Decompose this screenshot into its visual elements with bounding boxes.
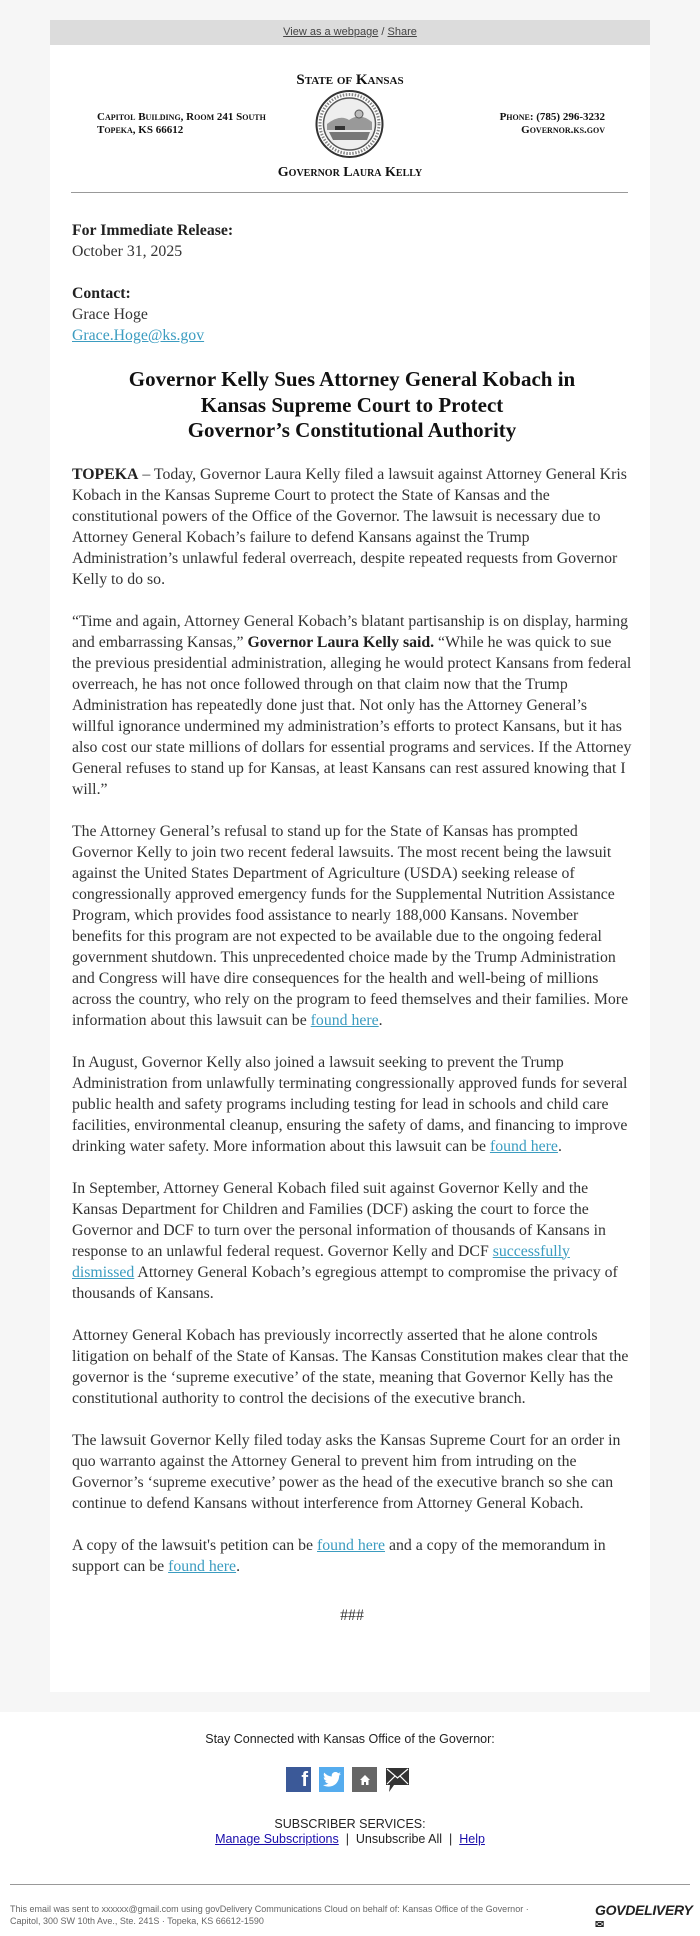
office-contact — [500, 111, 605, 137]
envelope-icon: ✉ — [595, 1919, 604, 1931]
fine-print-line-2: Capitol, 300 SW 10th Ave., Ste. 241S · Topeka, KS 66612-1590 — [10, 1916, 264, 1926]
twitter-icon[interactable] — [319, 1767, 344, 1792]
paragraph-text: In September, Attorney General Kobach filed suit against Governor Kelly and the Kansas Department for Children and Families (DCF) asking the court to force the Governor and DCF to turn over the personal information of thousands of Kansans in response to an unlawful federal request. Governor Kelly and DCF — [72, 1179, 606, 1260]
paragraph-text: In August, Governor Kelly also joined a lawsuit seeking to prevent the Trump Administration from unlawfully terminating congressionally approved funds for several public health and safety programs including testing for lead in schools and child care facilities, environmental cleanup, ensuring the safety of dams, and financing to improve drinking water safety. More information about this lawsuit can be — [72, 1053, 628, 1155]
found-here-link[interactable]: found here — [317, 1536, 386, 1554]
unsubscribe-all-link[interactable]: Unsubscribe All — [355, 1832, 443, 1846]
contact-name: Grace Hoge — [72, 306, 148, 323]
phone-number: Phone: (785) 296-3232 — [499, 111, 605, 123]
article-paragraphs — [72, 464, 632, 1577]
state-seal-icon — [315, 90, 384, 158]
article-paragraph — [72, 611, 632, 800]
address-line-2: Topeka, KS 66612 — [97, 124, 184, 136]
stay-connected-text: Stay Connected with Kansas Office of the Governor: — [205, 1732, 495, 1746]
social-icons — [286, 1767, 410, 1792]
separator: | — [345, 1832, 349, 1846]
home-icon[interactable] — [352, 1767, 377, 1792]
subscriber-services-label: SUBSCRIBER SERVICES: — [274, 1817, 426, 1831]
letterhead — [50, 45, 650, 215]
end-mark: ### — [340, 1606, 364, 1624]
topbar-separator: / — [378, 26, 388, 38]
footer-divider — [10, 1884, 690, 1885]
govdelivery-logo-text: GOVDELIVERY — [595, 1902, 693, 1918]
headline-line-2: Kansas Supreme Court to Protect — [200, 392, 504, 417]
article-paragraph — [72, 1535, 632, 1577]
separator: | — [449, 1832, 453, 1846]
headline-line-1: Governor Kelly Sues Attorney General Kobach in — [128, 367, 576, 391]
headline-line-3: Governor’s Constitutional Authority — [187, 418, 517, 442]
found-here-link[interactable]: found here — [168, 1557, 237, 1575]
found-here-link[interactable]: found here — [489, 1137, 558, 1155]
office-address — [97, 111, 266, 137]
paragraph-text: “While he was quick to sue the previous presidential administration, alleging he would protect Kansans from federal overreach, he has not once followed through on that claim now that the Trump Administration has repeatedly done just that. Not only has the Attorney General’s willful ignorance undermined my administration’s efforts to protect Kansans, but it has also cost our state millions of dollars for essential programs and services. If the Attorney General refuses to stand up for Kansas, at least Kansans can rest assured knowing that I will.” — [72, 633, 632, 798]
facebook-icon[interactable]: f — [286, 1767, 311, 1792]
address-line-1: Capitol Building, Room 241 South — [97, 111, 266, 123]
share-link[interactable]: Share — [387, 26, 417, 38]
release-info — [72, 220, 632, 262]
paragraph-text: “Time and again, Attorney General Kobach’s blatant partisanship is on display, harming and embarrassing Kansas,” — [72, 612, 628, 651]
paragraph-text: A copy of the lawsuit's petition can be — [72, 1536, 318, 1554]
release-date: October 31, 2025 — [72, 243, 183, 260]
release-label: For Immediate Release: — [72, 222, 234, 239]
contact-label: Contact: — [72, 285, 131, 302]
bold-text: Governor Laura Kelly said. — [247, 633, 435, 651]
top-bar — [50, 20, 650, 45]
fine-print-line-1: This email was sent to xxxxxx@gmail.com using govDelivery Communications Cloud on behalf of: Kansas Office of the Governor · — [10, 1904, 529, 1914]
footer — [0, 1712, 700, 1936]
email-card — [50, 20, 650, 1692]
article-paragraph — [72, 1325, 632, 1409]
paragraph-text: The lawsuit Governor Kelly filed today asks the Kansas Supreme Court for an order in quo warranto against the Attorney General to prevent him from intruding on the Governor’s ‘supreme executive’ power as the head of the executive branch so she can continue to defend Kansans without interference from Attorney General Kobach. — [72, 1431, 621, 1512]
article-paragraph — [72, 1178, 632, 1304]
article-paragraph — [72, 821, 632, 1031]
contact-email-link[interactable]: Grace.Hoge@ks.gov — [72, 327, 205, 344]
found-here-link[interactable]: found here — [310, 1011, 379, 1029]
article-paragraph — [72, 1430, 632, 1514]
letterhead-governor: Governor Laura Kelly — [277, 165, 423, 180]
article-paragraph — [72, 464, 632, 590]
letterhead-state: State of Kansas — [296, 72, 404, 88]
subscriber-services — [0, 1817, 700, 1847]
govdelivery-logo[interactable] — [595, 1902, 700, 1934]
headline — [72, 367, 632, 444]
article-paragraph — [72, 1052, 632, 1157]
paragraph-text: . — [557, 1137, 562, 1155]
header-divider — [71, 192, 628, 193]
manage-subscriptions-link[interactable]: Manage Subscriptions — [215, 1832, 339, 1846]
paragraph-text: . — [236, 1557, 241, 1575]
paragraph-text: . — [378, 1011, 383, 1029]
help-link[interactable]: Help — [459, 1832, 485, 1846]
bold-text: TOPEKA — [72, 465, 139, 483]
fine-print — [10, 1903, 590, 1927]
paragraph-text: and a copy of the memorandum in support can be — [72, 1536, 606, 1575]
website: Governor.ks.gov — [521, 124, 605, 136]
contact-info — [72, 283, 632, 346]
paragraph-text: Attorney General Kobach has previously incorrectly asserted that he alone controls litigation on behalf of the State of Kansas. The Kansas Constitution makes clear that the governor is the ‘supreme executive’ of the state, meaning that Governor Kelly has the constitutional authority to control the decisions of the executive branch. — [72, 1326, 629, 1407]
press-release-body — [72, 220, 632, 1647]
email-icon[interactable] — [385, 1767, 410, 1792]
paragraph-text: Attorney General Kobach’s egregious attempt to compromise the privacy of thousands of Kansans. — [72, 1263, 618, 1302]
view-as-webpage-link[interactable]: View as a webpage — [283, 26, 379, 38]
paragraph-text: – Today, Governor Laura Kelly filed a lawsuit against Attorney General Kris Kobach in the Kansas Supreme Court to protect the State of Kansas and the constitutional powers of the Office of the Governor. The lawsuit is necessary due to Attorney General Kobach’s failure to defend Kansans against the Trump Administration’s unlawful federal overreach, despite repeated requests from Governor Kelly to do so. — [72, 465, 627, 588]
found-here-link[interactable]: successfully dismissed — [72, 1242, 570, 1281]
paragraph-text: The Attorney General’s refusal to stand up for the State of Kansas has prompted Governor Kelly to join two recent federal lawsuits. The most recent being the lawsuit against the United States Department of Agriculture (USDA) seeking release of congressionally approved emergency funds for the Supplemental Nutrition Assistance Program, which provides food assistance to nearly 188,000 Kansans. November benefits for this program are not expected to be available due to the ongoing federal government shutdown. This unprecedented choice made by the Trump Administration and Congress will have dire consequences for the health and well-being of millions across the country, who rely on the program to feed themselves and their families. More information about this lawsuit can be — [72, 822, 629, 1029]
